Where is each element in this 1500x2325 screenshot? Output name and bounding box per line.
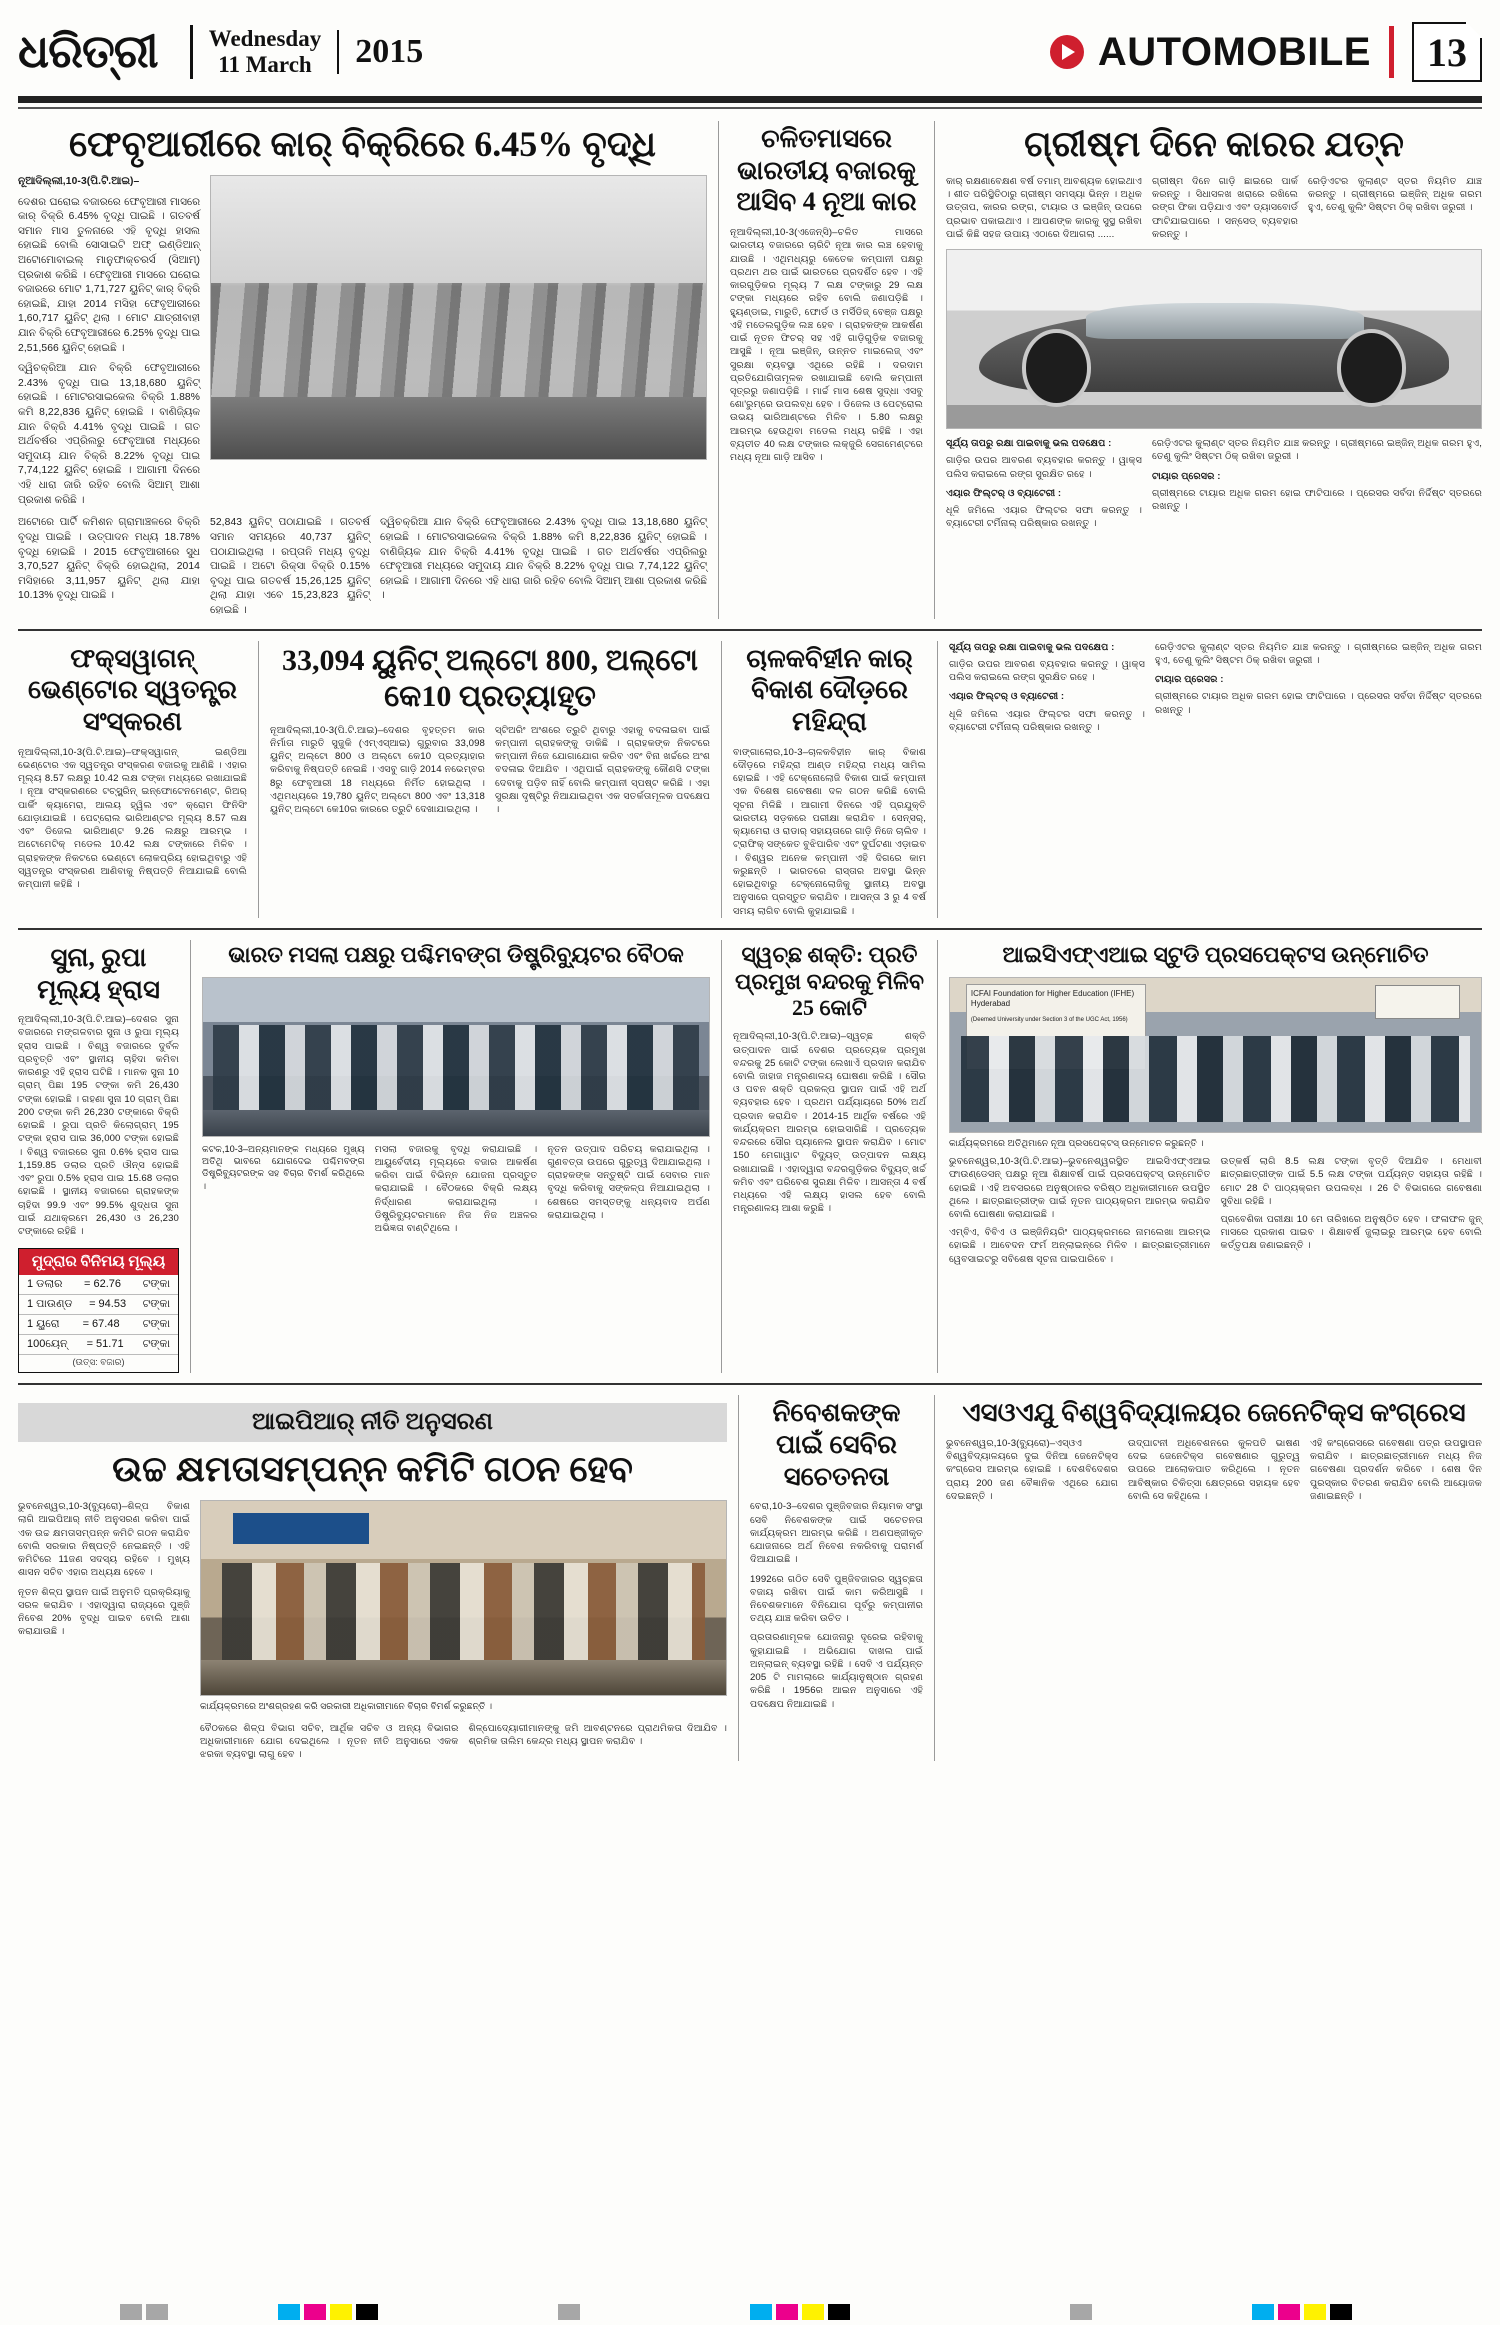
- sebi-headline: ନିବେଶକଙ୍କ ପାଇଁ ସେବିର ସଚେତନତା: [772, 1398, 901, 1491]
- summer-intro: କାର୍ ରକ୍ଷଣାବେକ୍ଷଣ ବର୍ଷ ତମାମ୍ ଆବଶ୍ୟକ ହୋଇଥାଏ । ଶୀତ ପରିସ୍ଥିତିଠାରୁ ଗ୍ରୀଷ୍ମ ସମସ୍ୟା ଭିନ୍ନ । ଅଧିକ ଉତ୍ତାପ, କାରର ରଙ୍ଗ, ଟାୟାର ଓ ଇଞ୍ଜିନ୍ ଉପରେ ପ୍ରଭାବ ପକାଇଥାଏ । ଆପଣଙ୍କ କାରକୁ ସୁସ୍ଥ ରଖିବା ପାଇଁ କିଛି ସହଜ ଉପାୟ ଏଠାରେ ଦିଆଗଲା ......: [946, 175, 1142, 240]
- currency-unit: 1 ପାଉଣ୍ଡ: [27, 1298, 73, 1311]
- masthead: [18, 14, 1482, 90]
- swatch-group-6: [1252, 2304, 1352, 2320]
- continued-text-1: ଗାଡ଼ିର ଉପର ଆବରଣ ବ୍ୟବହାର କରନ୍ତୁ । ୱାକ୍ସ ପଲିସ କରାଇଲେ ରଙ୍ଗ ସୁରକ୍ଷିତ ରହେ ।: [949, 658, 1145, 684]
- alto-headline: 33,094 ୟୁନିଟ୍ ଅଲ୍‌ଟୋ 800, ଅଲ୍‌ଟୋ କେ10 ପ୍ରତ୍ୟାହୃତ: [281, 643, 699, 714]
- currency-value: = 67.48: [82, 1318, 120, 1331]
- congress-body-2: ଉଦ୍‌ଘାଟନୀ ଅଧିବେଶନରେ କୁଳପତି ଭାଷଣ ଦେଇ ଜେନେଟିକ୍ସ ଗବେଷଣାର ଗୁରୁତ୍ୱ ଉପରେ ଆଲୋକପାତ କରିଥିଲେ । ନୂତନ ଆବିଷ୍କାର ଚିକିତ୍ସା କ୍ଷେତ୍ରରେ ସହାୟକ ହେବ ବୋଲି ସେ କହିଥିଲେ ।: [1128, 1437, 1300, 1502]
- gold-body: ନୂଆଦିଲ୍ଲୀ,10-3(ପି.ଟି.ଆଇ)–ଦେଶର ସୁନା ବଜାରରେ ମଙ୍ଗଳବାର ସୁନା ଓ ରୁପା ମୂଲ୍ୟ ହ୍ରାସ ପାଇଛି । ବିଶ୍ୱ ବଜାରରେ ଦୁର୍ବଳ ପ୍ରବୃତ୍ତି ଏବଂ ସ୍ଥାନୀୟ ଚାହିଦା କମିବା କାରଣରୁ ଏହି ହ୍ରାସ ଘଟିଛି । ମାନକ ସୁନା 10 ଗ୍ରାମ୍ ପିଛା 195 ଟଙ୍କା କମି 26,430 ଟଙ୍କା ହୋଇଛି । ଗହଣା ସୁନା 10 ଗ୍ରାମ୍ ପିଛା 200 ଟଙ୍କା କମି 26,230 ଟଙ୍କାରେ ବିକ୍ରି ହୋଇଛି । ରୁପା ପ୍ରତି କିଲୋଗ୍ରାମ୍ 195 ଟଙ୍କା ହ୍ରାସ ପାଇ 36,000 ଟଙ୍କା ହୋଇଛି । ବିଶ୍ୱ ବଜାରରେ ସୁନା 0.6% ହ୍ରାସ ପାଇ 1,159.85 ଡଲାର ପ୍ରତି ଔନ୍ସ ହୋଇଛି ଏବଂ ରୁପା 0.5% ହ୍ରାସ ପାଇ 15.68 ଡଲାର ହୋଇଛି । ସ୍ଥାନୀୟ ବଜାରରେ ଗ୍ରାହକଙ୍କ ଚାହିଦା 99.9 ଏବଂ 99.5% ଶୁଦ୍ଧତା ସୁନା ପାଇଁ ଯଥାକ୍ରମେ 26,430 ଓ 26,230 ଟଙ୍କାରେ ରହିଛି ।: [18, 1014, 179, 1237]
- lead-para-5: 52,843 ୟୁନିଟ୍ ପଠାଯାଇଛି । ଗତବର୍ଷ ସମାନ ସମୟରେ 40,737 ୟୁନିଟ୍ ପଠାଯାଇଥିଲା । ରପ୍ତାନି ମଧ୍ୟ ବୃଦ୍ଧି ପାଇଛି । ଅଟୋ ରିକ୍ସା ବିକ୍ରି 0.15% ବୃଦ୍ଧି ପାଇ ଗତବର୍ଷ 15,26,125 ୟୁନିଟ୍ ଥିଲା ଯାହା ଏବେ 15,23,823 ୟୁନିଟ୍ ହୋଇଛି ।: [210, 517, 370, 616]
- currency-label: ଟଙ୍କା: [142, 1278, 170, 1291]
- newspaper-logo: ଧରିତ୍ରୀ: [18, 25, 158, 77]
- masala-caption: କଟକ,10-3–ଅନ୍ୟମାନଙ୍କ ମଧ୍ୟରେ ମୁଖ୍ୟ ଅତିଥି ଭାବରେ ଯୋଗଦେଇ ପଶ୍ଚିମବଙ୍ଗ ଡିଷ୍ଟ୍ରିବ୍ୟୁଟରଙ୍କ ସହ ବିଚାର ବିମର୍ଶ କରିଥିଲେ ।: [202, 1143, 365, 1191]
- masala-article: [191, 940, 721, 1373]
- ports-headline: ସ୍ୱଚ୍ଛ ଶକ୍ତି: ପ୍ରତି ପ୍ରମୁଖ ବନ୍ଦରକୁ ମିଳିବ 25 କୋଟି: [735, 941, 924, 1021]
- currency-table-title: ମୁଦ୍ରାର ବିନିମୟ ମୂଲ୍ୟ: [19, 1249, 178, 1275]
- alto-recall-article: [259, 641, 721, 918]
- lead-para-4: ଅଟୋରେ ପାର୍ଟି କମିଶନ ଗ୍ରାମାଞ୍ଚଳରେ ବିକ୍ରି ବୃଦ୍ଧି ପାଇଛି । ଉତ୍ପାଦନ ମଧ୍ୟ 18.78% ବୃଦ୍ଧି ହୋଇଛି । 2015 ଫେବୃଆରୀରେ ସୁଧ 3,70,527 ୟୁନିଟ୍ ବିକ୍ରି ହୋଇଥିଲା, 2014 ମସିହାରେ 3,11,957 ୟୁନିଟ୍ ଥିଲା ଯାହା 10.13% ବୃଦ୍ଧି ପାଇଛି ।: [18, 517, 200, 602]
- table-row: [19, 1335, 178, 1355]
- icfai-body-4: ପ୍ରବେଶିକା ପରୀକ୍ଷା 10 ମେ ତାରିଖରେ ଅନୁଷ୍ଠିତ ହେବ । ଫଳାଫଳ ଜୁନ୍ ମାସରେ ପ୍ରକାଶ ପାଇବ । ଶିକ୍ଷାବର୍ଷ ଜୁଲାଇରୁ ଆରମ୍ଭ ହେବ ବୋଲି କର୍ତ୍ତୃପକ୍ଷ ଜଣାଇଛନ୍ତି ।: [1220, 1213, 1482, 1252]
- clean-energy-article: [722, 940, 937, 1373]
- congress-headline: ଏସଓଏଯୁ ବିଶ୍ୱବିଦ୍ୟାଳୟର ଜେନେଟିକ୍ସ କଂଗ୍ରେସ: [962, 1398, 1466, 1428]
- currency-value: = 94.53: [89, 1298, 127, 1311]
- divider: [190, 25, 193, 79]
- currency-unit: 100ୟେନ୍: [27, 1338, 68, 1351]
- new-cars-body: ନୂଆଦିଲ୍ଲୀ,10-3(ଏଜେନ୍ସି)–ଚଳିତ ମାସରେ ଭାରତୀୟ ବଜାରରେ ଚାରିଟି ନୂଆ କାର ଲଞ୍ଚ ହେବାକୁ ଯାଉଛି । ଏଥିମଧ୍ୟରୁ କେତେକ କମ୍ପାନୀ ପକ୍ଷରୁ ପ୍ରଥମ ଥର ପାଇଁ ଭାରତରେ ପ୍ରଦର୍ଶିତ ହେବ । ଏହି କାରଗୁଡ଼ିକର ମୂଲ୍ୟ 7 ଲକ୍ଷ ଟଙ୍କାରୁ 29 ଲକ୍ଷ ଟଙ୍କା ମଧ୍ୟରେ ରହିବ ବୋଲି ଜଣାପଡ଼ିଛି । ହ୍ୟୁଣ୍ଡାଇ, ମାରୁତି, ଫୋର୍ଡ ଓ ମର୍ସିଡିଜ୍ ବେଞ୍ଜ ପକ୍ଷରୁ ଏହି ମଡେଲଗୁଡ଼ିକ ଲଞ୍ଚ ହେବ । ଗ୍ରାହକଙ୍କ ଆକର୍ଷଣ ପାଇଁ ନୂତନ ଫିଚର୍ ସହ ଏହି ଗାଡ଼ିଗୁଡ଼ିକ ବଜାରକୁ ଆସୁଛି । ନୂଆ ଇଞ୍ଜିନ୍, ଉନ୍ନତ ମାଇଲେଜ୍ ଏବଂ ସୁରକ୍ଷା ବ୍ୟବସ୍ଥା ଏଥିରେ ରହିଛି । ଦରଦାମ ପ୍ରତିଯୋଗିତାମୂଳକ ରଖାଯାଇଛି ବୋଲି କମ୍ପାନୀ ସୂତ୍ରରୁ ଜଣାପଡ଼ିଛି । ମାର୍ଚ୍ଚ ମାସ ଶେଷ ସୁଦ୍ଧା ଏସବୁ ଶୋ'ରୁମ୍‌ରେ ଉପଲବ୍ଧ ହେବ । ଡିଜେଲ ଓ ପେଟ୍ରୋଲ ଉଭୟ ଭାରିଆଣ୍ଟରେ ମିଳିବ । 5.80 ଲକ୍ଷରୁ ଆରମ୍ଭ ହେଉଥିବା ମଡେଲ ମଧ୍ୟ ରହିଛି । ଏହା ବ୍ୟତୀତ 40 ଲକ୍ଷ ଟଙ୍କାର ଲକ୍ଜୁରି ସେଗମେଣ୍ଟରେ ମଧ୍ୟ ନୂଆ ଗାଡ଼ି ଆସିବ ।: [730, 227, 923, 464]
- continued-sub-3: ଟାୟାର ପ୍ରେସର :: [1155, 674, 1224, 686]
- table-row: [19, 1315, 178, 1335]
- currency-unit: 1 ୟୁରୋ: [27, 1318, 60, 1331]
- icfai-logo: [1375, 985, 1460, 1019]
- summer-sub-2-text: ଧୂଳି ଜମିଲେ ଏୟାର ଫିଲ୍ଟର ସଫା କରନ୍ତୁ । ବ୍ୟାଟେରୀ ଟର୍ମିନାଲ୍ ପରିଷ୍କାର ରଖନ୍ତୁ ।: [946, 505, 1142, 530]
- table-row: [19, 1275, 178, 1295]
- driverless-headline: ଚାଳକବିହୀନ କାର୍ ବିକାଶ ଦୌଡ଼ରେ ମହିନ୍ଦ୍ରା: [746, 643, 913, 737]
- weekday: Wednesday: [208, 25, 322, 51]
- ipr-body-4: ଶିଳ୍ପୋଦ୍ୟୋଗୀମାନଙ୍କୁ ଜମି ଆବଣ୍ଟନରେ ପ୍ରାଥମିକତା ଦିଆଯିବ । ଶ୍ରମିକ ତାଲିମ କେନ୍ଦ୍ର ମଧ୍ୟ ସ୍ଥାପନ କରାଯିବ ।: [468, 1722, 727, 1747]
- ipr-band: ଆଇପିଆର୍ ନୀତି ଅନୁସରଣ: [18, 1403, 727, 1442]
- page-number: 13: [1412, 22, 1482, 82]
- volkswagen-article: [18, 641, 258, 918]
- lead-para-2: ଦେଶର ଘରୋଇ ବଜାରରେ ଫେବୃଆରୀ ମାସରେ କାର୍ ବିକ୍ରି 6.45% ବୃଦ୍ଧି ପାଇଛି । ଗତବର୍ଷ ସମାନ ମାସ ତୁଳନାରେ ଏହି ବୃଦ୍ଧି ହାସଲ ହୋଇଛି ବୋଲି ସୋସାଇଟି ଅଫ୍ ଇଣ୍ଡିଆନ୍ ଅଟୋମୋବାଇଲ୍ ମାନୁଫାକ୍ଚରର୍ସ (ସିଆମ୍) ପ୍ରକାଶ କରିଛି । ଫେବୃଆରୀ ମାସରେ ଘରୋଇ ବଜାରରେ ମୋଟ 1,71,727 ୟୁନିଟ୍ କାର୍ ବିକ୍ରି ହୋଇଛି, ଯାହା 2014 ମସିହା ଫେବୃଆରୀରେ 1,60,717 ୟୁନିଟ୍ ଥିଲା । ମୋଟ ଯାତ୍ରୀବାହୀ ଯାନ ବିକ୍ରି ଫେବୃଆରୀରେ 6.25% ବୃଦ୍ଧି ପାଇ 2,51,566 ୟୁନିଟ୍ ହୋଇଛି ।: [18, 196, 200, 354]
- officials-meeting-photo: [200, 1500, 727, 1696]
- summer-sub-3: ଟାୟାର ପ୍ରେସର :: [1152, 470, 1221, 482]
- summer-sub-3-text: ଗ୍ରୀଷ୍ମରେ ଟାୟାର ଅଧିକ ଗରମ ହୋଇ ଫାଟିପାରେ । ପ୍ରେସର ସର୍ବଦା ନିର୍ଦ୍ଦିଷ୍ଟ ସ୍ତରରେ ରଖନ୍ତୁ ।: [1152, 487, 1482, 513]
- icfai-headline: ଆଇସିଏଫ୍ଏଆଇ ସ୍ଟୁଡି ପ୍ରସପେକ୍ଟସ ଉନ୍ମୋଚିତ: [1002, 941, 1429, 967]
- lead-para-1: [18, 175, 200, 190]
- swatch-group-2: [278, 2304, 378, 2320]
- table-row: [19, 1295, 178, 1315]
- new-cars-headline: ଚଳିତମାସରେ ଭାରତୀୟ ବଜାରକୁ ଆସିବ 4 ନୂଆ କାର: [736, 124, 917, 217]
- second-section: [18, 641, 1482, 918]
- continued-text-2: ଧୂଳି ଜମିଲେ ଏୟାର ଫିଲ୍ଟର ସଫା କରନ୍ତୁ । ବ୍ୟାଟେରୀ ଟର୍ମିନାଲ୍ ପରିଷ୍କାର ରଖନ୍ତୁ ।: [949, 708, 1145, 733]
- continued-sub-1: ସୂର୍ଯ୍ୟ ତାପରୁ ରକ୍ଷା ପାଇବାକୁ ଭଲ ପଦକ୍ଷେପ :: [949, 641, 1115, 653]
- currency-label: ଟଙ୍କା: [142, 1338, 170, 1351]
- ipr-article: [18, 1395, 738, 1761]
- prospectus-subtitle: (Deemed University under Section 3 of the UGC Act, 1956): [970, 1016, 1128, 1023]
- prospectus-title: ICFAI Foundation for Higher Education (IFHE) Hyderabad: [970, 988, 1135, 1008]
- summer-care-article: [935, 121, 1482, 619]
- icfai-caption: କାର୍ଯ୍ୟକ୍ରମରେ ଅତିଥିମାନେ ନୂଆ ପ୍ରସପେକ୍ଟସ୍ ଉନ୍ମୋଚନ କରୁଛନ୍ତି ।: [949, 1137, 1204, 1148]
- currency-label: ଟଙ୍କା: [142, 1318, 170, 1331]
- sebi-article: [739, 1395, 934, 1761]
- icfai-body-3: ଉତ୍କର୍ଷ ଲାଗି 8.5 ଲକ୍ଷ ଟଙ୍କା ବୃତ୍ତି ଦିଆଯିବ । ମେଧାବୀ ଛାତ୍ରଛାତ୍ରୀଙ୍କ ପାଇଁ 5.5 ଲକ୍ଷ ଟଙ୍କା ପର୍ଯ୍ୟନ୍ତ ସହାୟତା ରହିଛି । ମୋଟ 28 ଟି ପାଠ୍ୟକ୍ରମ ଉପଲବ୍ଧ । 26 ଟି ବିଭାଗରେ ଗବେଷଣା ସୁବିଧା ରହିଛି ।: [1220, 1156, 1482, 1207]
- ipr-headline: ଉଚ୍ଚ କ୍ଷମତାସମ୍ପନ୍ନ କମିଟି ଗଠନ ହେବ: [112, 1449, 633, 1490]
- volkswagen-headline: ଫକ୍ସୱାଗନ୍ ଭେଣ୍ଟୋର ସ୍ୱତନ୍ତ୍ର ସଂସ୍କରଣ: [27, 643, 238, 737]
- currency-value: = 62.76: [84, 1278, 122, 1291]
- icfai-article: [938, 940, 1482, 1373]
- currency-table: [18, 1248, 179, 1373]
- summer-sub-2: ଏୟାର ଫିଲ୍ଟର୍ ଓ ବ୍ୟାଟେରୀ :: [946, 487, 1062, 499]
- year: 2015: [355, 33, 424, 70]
- swatch-group-5: [1070, 2304, 1092, 2320]
- swatch-group-4: [750, 2304, 850, 2320]
- prospectus-launch-photo: [949, 977, 1482, 1133]
- divider: [337, 30, 339, 74]
- summer-sub-1: ସୂର୍ଯ୍ୟ ତାପରୁ ରକ୍ଷା ପାଇବାକୁ ଭଲ ପଦକ୍ଷେପ :: [946, 438, 1112, 450]
- currency-unit: 1 ଡଲାର: [27, 1278, 63, 1291]
- sebi-body-3: ପ୍ରତାରଣାମୂଳକ ଯୋଜନାରୁ ଦୂରେଇ ରହିବାକୁ କୁହାଯାଇଛି । ଅଭିଯୋଗ ଦାଖଲ ପାଇଁ ଅନ୍‌ଲାଇନ୍ ବ୍ୟବସ୍ଥା ରହିଛି । ସେବି ଏ ପର୍ଯ୍ୟନ୍ତ 205 ଟି ମାମଲାରେ କାର୍ଯ୍ୟାନୁଷ୍ଠାନ ଗ୍ରହଣ କରିଛି । 1956ର ଆଇନ ଅନୁସାରେ ଏହି ପଦକ୍ଷେପ ନିଆଯାଇଛି ।: [750, 1632, 923, 1710]
- currency-label: ଟଙ୍କା: [142, 1298, 170, 1311]
- driverless-body: ବାଙ୍ଗାଲୋର,10-3–ଚାଳକବିହୀନ କାର୍ ବିକାଶ ଦୌଡ଼ରେ ମହିନ୍ଦ୍ରା ଆଣ୍ଡ ମହିନ୍ଦ୍ରା ମଧ୍ୟ ସାମିଲ ହୋଇଛି । ଏହି ଟେକ୍ନୋଲୋଜି ବିକାଶ ପାଇଁ କମ୍ପାନୀ ଏକ ବିଶେଷ ଗବେଷଣା ଦଳ ଗଠନ କରିଛି ବୋଲି ସୂଚନା ମିଳିଛି । ଆଗାମୀ ଦିନରେ ଏହି ପ୍ରଯୁକ୍ତି ଭାରତୀୟ ସଡ଼କରେ ପରୀକ୍ଷା କରାଯିବ । ସେନ୍ସର୍, କ୍ୟାମେରା ଓ ରାଡାର୍ ସହାୟତାରେ ଗାଡ଼ି ନିଜେ ଚାଲିବ । ଟ୍ରାଫିକ୍ ସଙ୍କେତ ବୁଝିପାରିବ ଏବଂ ଦୁର୍ଘଟଣା ଏଡ଼ାଇବ । ବିଶ୍ୱର ଅନେକ କମ୍ପାନୀ ଏହି ଦିଗରେ କାମ କରୁଛନ୍ତି । ଭାରତରେ ରାସ୍ତାର ଅବସ୍ଥା ଭିନ୍ନ ହୋଇଥିବାରୁ ଟେକ୍ନୋଲୋଜିକୁ ସ୍ଥାନୀୟ ଅବସ୍ଥା ଅନୁସାରେ ପ୍ରସ୍ତୁତ କରାଯିବ । ଆସନ୍ତା 3 ରୁ 4 ବର୍ଷ ସମୟ ଲାଗିବ ବୋଲି କୁହାଯାଇଛି ।: [733, 746, 926, 917]
- dateline: ନୂଆଦିଲ୍ଲୀ,10-3(ପି.ଟି.ଆଇ)–: [18, 175, 140, 187]
- row-of-cars-photo: [210, 175, 707, 460]
- swatch-group-1: [120, 2304, 168, 2320]
- masala-body-1: ମସଲା ବଜାରକୁ ବୃଦ୍ଧି କରାଯାଇଛି । ଆୟୁର୍ବେଦୀୟ ମୂଲ୍ୟରେ ବଜାର ଆକର୍ଷଣ କରିବା ପାଇଁ ବିଭିନ୍ନ ଯୋଜନା ପ୍ରସ୍ତୁତ କରାଯାଇଛି । ବୈଠକରେ ବିକ୍ରି ଲକ୍ଷ୍ୟ ନିର୍ଦ୍ଧାରଣ କରାଯାଇଥିଲା । ଡିଷ୍ଟ୍ରିବ୍ୟୁଟରମାନେ ନିଜ ନିଜ ଅଞ୍ଚଳର ଅଭିଜ୍ଞତା ବାଣ୍ଟିଥିଲେ ।: [374, 1143, 538, 1235]
- continued-text-3: ରେଡ଼ିଏଟର କୁଲାଣ୍ଟ ସ୍ତର ନିୟମିତ ଯାଞ୍ଚ କରନ୍ତୁ । ଗ୍ରୀଷ୍ମରେ ଇଞ୍ଜିନ୍ ଅଧିକ ଗରମ ହୁଏ, ତେଣୁ କୁଲିଂ ସିଷ୍ଟମ ଠିକ୍ ରଖିବା ଜରୁରୀ ।: [1155, 641, 1482, 666]
- ipr-body-2: ନୂତନ ଶିଳ୍ପ ସ୍ଥାପନ ପାଇଁ ଅନୁମତି ପ୍ରକ୍ରିୟାକୁ ସରଳ କରାଯିବ । ଏହାଦ୍ୱାରା ରାଜ୍ୟରେ ପୁଞ୍ଜି ନିବେଶ 20% ବୃଦ୍ଧି ପାଇବ ବୋଲି ଆଶା କରାଯାଉଛି ।: [18, 1586, 190, 1638]
- icfai-body-2: ଏମ୍‌ବିଏ, ବିବିଏ ଓ ଇଞ୍ଜିନିୟରିଂ ପାଠ୍ୟକ୍ରମରେ ନାମଲେଖା ଆରମ୍ଭ ହୋଇଛି । ଆବେଦନ ଫର୍ମ ଅନ୍‌ଲାଇନ୍‌ରେ ମିଳିବ । ଛାତ୍ରଛାତ୍ରୀମାନେ ୱେବସାଇଟରୁ ସବିଶେଷ ସୂଚନା ପାଇପାରିବେ ।: [949, 1227, 1211, 1265]
- summer-col-b: ରେଡ଼ିଏଟର କୁଲାଣ୍ଟ ସ୍ତର ନିୟମିତ ଯାଞ୍ଚ କରନ୍ତୁ । ଗ୍ରୀଷ୍ମରେ ଇଞ୍ଜିନ୍ ଅଧିକ ଗରମ ହୁଏ, ତେଣୁ କୁଲିଂ ସିଷ୍ଟମ ଠିକ୍ ରଖିବା ଜରୁରୀ ।: [1308, 175, 1482, 214]
- play-icon: [1050, 35, 1084, 69]
- lead-article: [18, 121, 718, 619]
- masala-headline: ଭାରତ ମସଲା ପକ୍ଷରୁ ପଶ୍ଚିମବଙ୍ଗ ଡିଷ୍ଟ୍ରିବ୍ୟୁଟର ବୈଠକ: [228, 941, 684, 967]
- bottom-section: [18, 1395, 1482, 1761]
- lead-para-3: ଦ୍ୱିଚକ୍ରିଆ ଯାନ ବିକ୍ରି ଫେବୃଆରୀରେ 2.43% ବୃଦ୍ଧି ପାଇ 13,18,680 ୟୁନିଟ୍ ହୋଇଛି । ମୋଟରସାଇକେଲ ବିକ୍ରି 1.88% କମି 8,22,836 ୟୁନିଟ୍ ହୋଇଛି । ବାଣିଜ୍ୟିକ ଯାନ ବିକ୍ରି 4.41% ବୃଦ୍ଧି ପାଇଛି । ଗତ ଅର୍ଥବର୍ଷର ଏପ୍ରିଲରୁ ଫେବୃଆରୀ ମଧ୍ୟରେ ସମୁଦାୟ ଯାନ ବିକ୍ରି 8.22% ବୃଦ୍ଧି ପାଇ 7,74,122 ୟୁନିଟ୍ ହୋଇଛି । ଆଗାମୀ ଦିନରେ ଏହି ଧାରା ଜାରି ରହିବ ବୋଲି ସିଆମ୍ ଆଶା ପ୍ରକାଶ କରିଛି ।: [18, 363, 200, 506]
- congress-body-3: ଏହି କଂଗ୍ରେସରେ ଗବେଷଣା ପତ୍ର ଉପସ୍ଥାପନ କରାଯିବ । ଛାତ୍ରଛାତ୍ରୀମାନେ ମଧ୍ୟ ନିଜ ଗବେଷଣା ପ୍ରଦର୍ଶନ କରିବେ । ଶେଷ ଦିନ ପୁରସ୍କାର ବିତରଣ କରାଯିବ ବୋଲି ଆୟୋଜକ ଜଣାଇଛନ୍ତି ।: [1310, 1437, 1482, 1502]
- ipr-body-3: ବୈଠକରେ ଶିଳ୍ପ ବିଭାଗ ସଚିବ, ଆର୍ଥିକ ସଚିବ ଓ ଅନ୍ୟ ବିଭାଗର ଅଧିକାରୀମାନେ ଯୋଗ ଦେଇଥିଲେ । ନୂତନ ନୀତି ଅନୁସାରେ ଏକକ ଝରକା ବ୍ୟବସ୍ଥା ଲାଗୁ ହେବ ।: [200, 1722, 459, 1761]
- continued-sub-2: ଏୟାର ଫିଲ୍ଟର୍ ଓ ବ୍ୟାଟେରୀ :: [949, 691, 1065, 703]
- masala-body-2: ନୂତନ ଉତ୍ପାଦ ପରିଚୟ କରାଯାଇଥିଲା । ଗୁଣବତ୍ତା ଉପରେ ଗୁରୁତ୍ୱ ଦିଆଯାଇଥିଲା । ଗ୍ରାହକଙ୍କ ସନ୍ତୁଷ୍ଟି ପାଇଁ ସେବାର ମାନ ବୃଦ୍ଧି କରିବାକୁ ସଙ୍କଳ୍ପ ନିଆଯାଇଥିଲା । ଶେଷରେ ସମସ୍ତଙ୍କୁ ଧନ୍ୟବାଦ ଅର୍ପଣ କରାଯାଇଥିଲା ।: [547, 1143, 711, 1221]
- section-label: AUTOMOBILE: [1097, 29, 1371, 74]
- new-cars-article: [719, 121, 934, 619]
- third-section: [18, 940, 1482, 1373]
- alto-body-2: ସ୍ଟିଅରିଂ ଅଂଶରେ ତ୍ରୁଟି ଥିବାରୁ ଏହାକୁ ବଦଳାଇବା ପାଇଁ କମ୍ପାନୀ ଗ୍ରାହକଙ୍କୁ ଡାକିଛି । ଗ୍ରାହକଙ୍କ ନିକଟରେ କମ୍ପାନୀ ନିଜେ ଯୋଗାଯୋଗ କରିବ ଏବଂ ବିନା ଖର୍ଚ୍ଚରେ ଅଂଶ ବଦଳାଇ ଦିଆଯିବ । ଏଥିପାଇଁ ଗ୍ରାହକଙ୍କୁ କୌଣସି ଟଙ୍କା ଦେବାକୁ ପଡ଼ିବ ନାହିଁ ବୋଲି କମ୍ପାନୀ ସ୍ପଷ୍ଟ କରିଛି । ଏହା ସୁରକ୍ଷା ଦୃଷ୍ଟିରୁ ନିଆଯାଇଥିବା ଏକ ସତର୍କତାମୂଳକ ପଦକ୍ଷେପ ।: [495, 724, 710, 816]
- accent-bar: [1389, 26, 1394, 78]
- continued-text-4: ଗ୍ରୀଷ୍ମରେ ଟାୟାର ଅଧିକ ଗରମ ହୋଇ ଫାଟିପାରେ । ପ୍ରେସର ସର୍ବଦା ନିର୍ଦ୍ଦିଷ୍ଟ ସ୍ତରରେ ରଖନ୍ତୁ ।: [1155, 691, 1482, 716]
- lead-para-6: ଦ୍ୱିଚକ୍ରିଆ ଯାନ ବିକ୍ରି ଫେବୃଆରୀରେ 2.43% ବୃଦ୍ଧି ପାଇ 13,18,680 ୟୁନିଟ୍ ହୋଇଛି । ମୋଟରସାଇକେଲ ବିକ୍ରି 1.88% କମି 8,22,836 ୟୁନିଟ୍ ହୋଇଛି । ବାଣିଜ୍ୟିକ ଯାନ ବିକ୍ରି 4.41% ବୃଦ୍ଧି ପାଇଛି । ଗତ ଅର୍ଥବର୍ଷର ଏପ୍ରିଲରୁ ଫେବୃଆରୀ ମଧ୍ୟରେ ସମୁଦାୟ ଯାନ ବିକ୍ରି 8.22% ବୃଦ୍ଧି ପାଇ 7,74,122 ୟୁନିଟ୍ ହୋଇଛି । ଆଗାମୀ ଦିନରେ ଏହି ଧାରା ଜାରି ରହିବ ବୋଲି ସିଆମ୍ ଆଶା ପ୍ରକାଶ କରିଛି ।: [380, 517, 707, 602]
- summer-sub-1-text: ଗାଡ଼ିର ଉପର ଆବରଣ ବ୍ୟବହାର କରନ୍ତୁ । ୱାକ୍ସ ପଲିସ କରାଇଲେ ରଙ୍ଗ ସୁରକ୍ଷିତ ରହେ ।: [946, 455, 1142, 480]
- congress-body-1: ଭୁବନେଶ୍ୱର,10-3(ବ୍ୟୁରୋ)–ଏସ୍‌ଓଏ ବିଶ୍ୱବିଦ୍ୟାଳୟରେ ଦୁଇ ଦିନିଆ ଜେନେଟିକ୍ସ କଂଗ୍ରେସ ଆରମ୍ଭ ହୋଇଛି । ଦେଶବିଦେଶର ପ୍ରାୟ 200 ଜଣ ବୈଜ୍ଞାନିକ ଏଥିରେ ଯୋଗ ଦେଇଛନ୍ତି ।: [946, 1437, 1118, 1502]
- currency-source-note: (ଉତ୍ସ: ବଜାର): [72, 1357, 125, 1368]
- ipr-caption: କାର୍ଯ୍ୟକ୍ରମରେ ଅଂଶଗ୍ରହଣ କରି ସରକାରୀ ଅଧିକାରୀମାନେ ବିଚାର ବିମର୍ଶ କରୁଛନ୍ତି ।: [200, 1701, 493, 1712]
- top-section: [18, 121, 1482, 619]
- genetics-congress-article: [935, 1395, 1482, 1761]
- rule: [18, 96, 1482, 103]
- summer-care-continued: [938, 641, 1482, 918]
- sebi-body-1: ବେରା,10-3–ଦେଶର ପୁଞ୍ଜିବଜାର ନିୟାମକ ସଂସ୍ଥା ସେବି ନିବେଶକଙ୍କ ପାଇଁ ସଚେତନତା କାର୍ଯ୍ୟକ୍ରମ ଆରମ୍ଭ କରିଛି । ଅଣପଞ୍ଜୀକୃତ ଯୋଜନାରେ ଅର୍ଥ ନିବେଶ ନକରିବାକୁ ପରାମର୍ଶ ଦିଆଯାଇଛି ।: [750, 1501, 924, 1566]
- swatch-group-3: [558, 2304, 580, 2320]
- alto-body-1: ନୂଆଦିଲ୍ଲୀ,10-3(ପି.ଟି.ଆଇ)–ଦେଶର ବୃହତ୍ତମ କାର ନିର୍ମାତା ମାରୁତି ସୁଜୁକି (ଏମ୍‌ଏସ୍‌ଆଇ) ଗୁରୁବାର 33,098 ୟୁନିଟ୍ ଅଲ୍‌ଟୋ 800 ଓ ଅଲ୍‌ଟୋ କେ10 ପ୍ରତ୍ୟାହାର କରିବାକୁ ନିଷ୍ପତ୍ତି ନେଇଛି । ଏସବୁ ଗାଡ଼ି 2014 ନଭେମ୍ବର 8ରୁ ଫେବୃଆରୀ 18 ମଧ୍ୟରେ ନିର୍ମିତ ହୋଇଥିଲା । ଏଥିମଧ୍ୟରେ 19,780 ୟୁନିଟ୍ ଅଲ୍‌ଟୋ 800 ଏବଂ 13,318 ୟୁନିଟ୍ ଅଲ୍‌ଟୋ କେ10ର କାରରେ ତ୍ରୁଟି ଦେଖାଯାଇଥିଲା ।: [270, 724, 485, 816]
- date-block: [209, 26, 321, 79]
- summer-col-a: ଗ୍ରୀଷ୍ମ ଦିନେ ଗାଡ଼ି ଛାଇରେ ପାର୍କ କରନ୍ତୁ । ସିଧାସଳଖ ଖରାରେ ରଖିଲେ ରଙ୍ଗ ଫିକା ପଡ଼ିଯାଏ ଏବଂ ଡ୍ୟାସବୋର୍ଡ ଫାଟିଯାଇପାରେ । ସନ୍‌ସେଡ୍ ବ୍ୟବହାର କରନ୍ତୁ ।: [1152, 175, 1298, 240]
- gold-silver-article: [18, 940, 190, 1373]
- icfai-body-1: ଭୁବନେଶ୍ୱର,10-3(ପି.ଟି.ଆଇ)–ଭୁବନେଶ୍ୱରସ୍ଥିତ ଆଇସିଏଫ୍ଏଆଇ ଫାଉଣ୍ଡେସନ୍ ପକ୍ଷରୁ ନୂଆ ଶିକ୍ଷାବର୍ଷ ପାଇଁ ପ୍ରସପେକ୍ଟସ୍ ଉନ୍ମୋଚିତ ହୋଇଛି । ଏହି ଅବସରରେ ଅନୁଷ୍ଠାନର ବରିଷ୍ଠ ଅଧିକାରୀମାନେ ଉପସ୍ଥିତ ଥିଲେ । ଛାତ୍ରଛାତ୍ରୀଙ୍କ ପାଇଁ ନୂତନ ପାଠ୍ୟକ୍ରମ ଆରମ୍ଭ କରାଯିବ ବୋଲି ଘୋଷଣା କରାଯାଇଛି ।: [949, 1156, 1211, 1220]
- volkswagen-body: ନୂଆଦିଲ୍ଲୀ,10-3(ପି.ଟି.ଆଇ)–ଫକ୍ସୱାଗନ୍ ଇଣ୍ଡିଆ ଭେଣ୍ଟୋର ଏକ ସ୍ୱତନ୍ତ୍ର ସଂସ୍କରଣ ବଜାରକୁ ଆଣିଛି । ଏହାର ମୂଲ୍ୟ 8.57 ଲକ୍ଷରୁ 10.42 ଲକ୍ଷ ଟଙ୍କା ମଧ୍ୟରେ ରଖାଯାଇଛି । ନୂଆ ସଂସ୍କରଣରେ ଟଚ୍‌ସ୍କ୍ରିନ୍ ଇନ୍‌ଫୋଟେନମେଣ୍ଟ, ରିଅର୍ ପାର୍କିଂ କ୍ୟାମେରା, ଆଲୟ ହ୍ୱିଲ ଏବଂ କ୍ରୋମ ଫିନିସିଂ ଯୋଡ଼ାଯାଇଛି । ପେଟ୍ରୋଲ ଭାରିଆଣ୍ଟର ମୂଲ୍ୟ 8.57 ଲକ୍ଷ ଏବଂ ଡିଜେଲ ଭାରିଆଣ୍ଟ 9.26 ଲକ୍ଷରୁ ଆରମ୍ଭ । ଅଟୋମେଟିକ୍ ମଡେଲ 10.42 ଲକ୍ଷ ଟଙ୍କାରେ ମିଳିବ । ଗ୍ରାହକଙ୍କ ନିକଟରେ ଭେଣ୍ଟୋ ଲୋକପ୍ରିୟ ହୋଇଥିବାରୁ ଏହି ସ୍ୱତନ୍ତ୍ର ସଂସ୍କରଣ ଆଣିବାକୁ ନିଷ୍ପତ୍ତି ନିଆଯାଇଛି ବୋଲି କମ୍ପାନୀ କହିଛି ।: [18, 746, 247, 891]
- print-registration-bar: [0, 2299, 1500, 2325]
- summer-col-c: ରେଡ଼ିଏଟର କୁଲାଣ୍ଟ ସ୍ତର ନିୟମିତ ଯାଞ୍ଚ କରନ୍ତୁ । ଗ୍ରୀଷ୍ମରେ ଇଞ୍ଜିନ୍ ଅଧିକ ଗରମ ହୁଏ, ତେଣୁ କୁଲିଂ ସିଷ୍ଟମ ଠିକ୍ ରଖିବା ଜରୁରୀ ।: [1152, 438, 1482, 463]
- currency-value: = 51.71: [86, 1338, 124, 1351]
- sebi-body-2: 1992ରେ ଗଠିତ ସେବି ପୁଞ୍ଜିବଜାରର ସ୍ୱଚ୍ଛତା ବଜାୟ ରଖିବା ପାଇଁ କାମ କରିଆସୁଛି । ନିବେଶକମାନେ ବିନିଯୋଗ ପୂର୍ବରୁ କମ୍ପାନୀର ତଥ୍ୟ ଯାଞ୍ଚ କରିବା ଉଚିତ ।: [750, 1573, 923, 1625]
- lead-headline: ଫେବୃଆରୀରେ କାର୍ ବିକ୍ରିରେ 6.45% ବୃଦ୍ଧି: [68, 124, 657, 164]
- rule: [18, 107, 1482, 109]
- gold-headline: ସୁନା, ରୁପା ମୂଲ୍ୟ ହ୍ରାସ: [37, 942, 160, 1004]
- silver-sedan-photo: [946, 249, 1482, 429]
- section-title: [1050, 30, 1371, 75]
- ipr-body-1: ଭୁବନେଶ୍ୱର,10-3(ବ୍ୟୁରୋ)–ଶିଳ୍ପ ବିକାଶ ଲାଗି ଆଇପିଆର୍ ନୀତି ଅନୁସରଣ କରିବା ପାଇଁ ଏକ ଉଚ୍ଚ କ୍ଷମତାସମ୍ପନ୍ନ କମିଟି ଗଠନ କରାଯିବ ବୋଲି ସରକାର ନିଷ୍ପତ୍ତି ନେଇଛନ୍ତି । ଏହି କମିଟିରେ 11ଜଣ ସଦସ୍ୟ ରହିବେ । ମୁଖ୍ୟ ଶାସନ ସଚିବ ଏହାର ଅଧ୍ୟକ୍ଷ ହେବେ ।: [18, 1501, 190, 1579]
- summer-care-headline: ଗ୍ରୀଷ୍ମ ଦିନେ କାରର ଯତ୍ନ: [1024, 124, 1404, 164]
- driverless-article: [722, 641, 937, 918]
- distributor-meeting-photo: [202, 977, 710, 1137]
- ports-body: ନୂଆଦିଲ୍ଲୀ,10-3(ପି.ଟି.ଆଇ)–ସ୍ୱଚ୍ଛ ଶକ୍ତି ଉତ୍ପାଦନ ପାଇଁ ଦେଶର ପ୍ରତ୍ୟେକ ପ୍ରମୁଖ ବନ୍ଦରକୁ 25 କୋଟି ଟଙ୍କା ଲେଖାଏଁ ପ୍ରଦାନ କରାଯିବ ବୋଲି ଜାହାଜ ମନ୍ତ୍ରଣାଳୟ ଘୋଷଣା କରିଛି । ସୌର ଓ ପବନ ଶକ୍ତି ପ୍ରକଳ୍ପ ସ୍ଥାପନ ପାଇଁ ଏହି ଅର୍ଥ ବ୍ୟବହାର ହେବ । ପ୍ରଥମ ପର୍ଯ୍ୟାୟରେ 50% ଅର୍ଥ ପ୍ରଦାନ କରାଯିବ । 2014-15 ଆର୍ଥିକ ବର୍ଷରେ ଏହି କାର୍ଯ୍ୟକ୍ରମ ଆରମ୍ଭ ହୋଇସାରିଛି । ପ୍ରତ୍ୟେକ ବନ୍ଦରରେ ସୌର ପ୍ୟାନେଲ ସ୍ଥାପନ କରାଯିବ । ମୋଟ 150 ମେଗାୱାଟ ବିଦ୍ୟୁତ୍ ଉତ୍ପାଦନ ଲକ୍ଷ୍ୟ ରଖାଯାଇଛି । ଏହାଦ୍ୱାରା ବନ୍ଦରଗୁଡ଼ିକର ବିଦ୍ୟୁତ୍ ଖର୍ଚ୍ଚ କମିବ ଏବଂ ପରିବେଶ ସୁରକ୍ଷା ମିଳିବ । ଆସନ୍ତା 4 ବର୍ଷ ମଧ୍ୟରେ ଏହି ଲକ୍ଷ୍ୟ ହାସଲ ହେବ ବୋଲି ମନ୍ତ୍ରଣାଳୟ ଆଶା କରୁଛି ।: [733, 1031, 926, 1215]
- date: 11 March: [218, 52, 312, 77]
